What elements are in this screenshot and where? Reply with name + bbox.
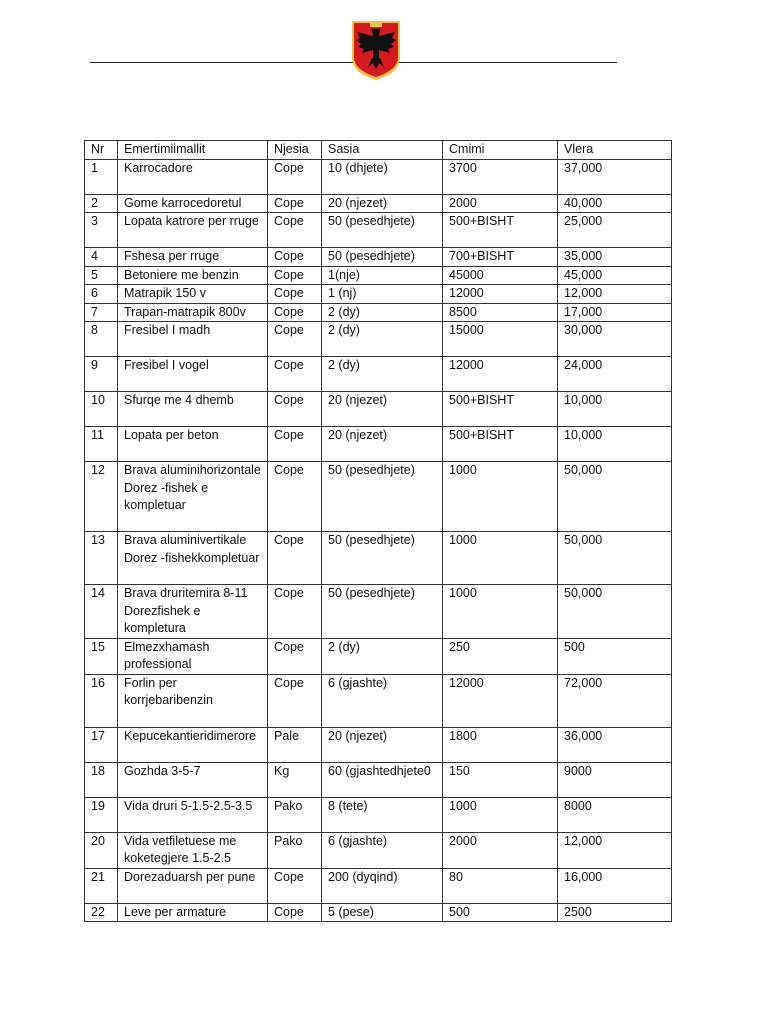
unit-cell: Pako (268, 832, 322, 868)
total-value-cell: 25,000 (558, 213, 672, 248)
table-row (85, 266, 672, 285)
row-number-cell: 17 (85, 727, 118, 762)
unit-price-cell: 500+BISHT (443, 213, 558, 248)
quantity-cell: 1(nje) (322, 266, 443, 285)
item-name-cell: Brava aluminivertikale Dorez -fishekkompletuar (118, 532, 268, 585)
item-name-cell: Elmezxhamash professional (118, 638, 268, 674)
item-name-cell: Betoniere me benzin (118, 266, 268, 285)
table-row (85, 392, 672, 427)
quantity-cell: 2 (dy) (322, 357, 443, 392)
item-name-cell: Fshesa per rruge (118, 248, 268, 267)
item-name-cell: Vida vetfiletuese me koketegjere 1.5-2.5 (118, 832, 268, 868)
table-header-row (85, 141, 672, 160)
table-row (85, 213, 672, 248)
total-value-cell: 10,000 (558, 427, 672, 462)
column-header-name: Emertimiimallit (118, 141, 268, 160)
unit-price-cell: 12000 (443, 357, 558, 392)
quantity-cell: 2 (dy) (322, 303, 443, 322)
unit-price-cell: 45000 (443, 266, 558, 285)
total-value-cell: 8000 (558, 797, 672, 832)
unit-cell: Pale (268, 727, 322, 762)
unit-price-cell: 80 (443, 868, 558, 903)
unit-cell: Cope (268, 303, 322, 322)
quantity-cell: 6 (gjashte) (322, 832, 443, 868)
row-number-cell: 10 (85, 392, 118, 427)
unit-price-cell: 12000 (443, 285, 558, 304)
row-number-cell: 1 (85, 159, 118, 194)
unit-cell: Cope (268, 638, 322, 674)
item-name-cell: Leve per armature (118, 903, 268, 922)
total-value-cell: 50,000 (558, 462, 672, 532)
item-name-cell: Gome karrocedoretul (118, 194, 268, 213)
total-value-cell: 17,000 (558, 303, 672, 322)
unit-cell: Cope (268, 266, 322, 285)
unit-price-cell: 500 (443, 903, 558, 922)
row-number-cell: 8 (85, 322, 118, 357)
total-value-cell: 37,000 (558, 159, 672, 194)
total-value-cell: 500 (558, 638, 672, 674)
total-value-cell: 50,000 (558, 585, 672, 639)
item-name-cell: Karrocadore (118, 159, 268, 194)
total-value-cell: 30,000 (558, 322, 672, 357)
unit-price-cell: 500+BISHT (443, 427, 558, 462)
unit-price-cell: 1000 (443, 797, 558, 832)
item-name-cell: Kepucekantieridimerore (118, 727, 268, 762)
item-name-cell: Brava druritemira 8-11 Dorezfishek e kompletura (118, 585, 268, 639)
unit-cell: Cope (268, 674, 322, 727)
total-value-cell: 50,000 (558, 532, 672, 585)
quantity-cell: 20 (njezet) (322, 194, 443, 213)
unit-cell: Cope (268, 427, 322, 462)
unit-price-cell: 1000 (443, 462, 558, 532)
items-table (84, 140, 672, 922)
item-name-cell: Gozhda 3-5-7 (118, 762, 268, 797)
unit-cell: Cope (268, 462, 322, 532)
column-header-quantity: Sasia (322, 141, 443, 160)
unit-cell: Cope (268, 868, 322, 903)
column-header-price: Cmimi (443, 141, 558, 160)
column-header-value: Vlera (558, 141, 672, 160)
table-row (85, 357, 672, 392)
unit-cell: Cope (268, 585, 322, 639)
table-row (85, 832, 672, 868)
unit-price-cell: 15000 (443, 322, 558, 357)
quantity-cell: 50 (pesedhjete) (322, 213, 443, 248)
total-value-cell: 12,000 (558, 285, 672, 304)
unit-cell: Cope (268, 392, 322, 427)
unit-cell: Kg (268, 762, 322, 797)
row-number-cell: 9 (85, 357, 118, 392)
table-row (85, 159, 672, 194)
total-value-cell: 40,000 (558, 194, 672, 213)
table-row (85, 532, 672, 585)
row-number-cell: 16 (85, 674, 118, 727)
row-number-cell: 5 (85, 266, 118, 285)
quantity-cell: 50 (pesedhjete) (322, 462, 443, 532)
total-value-cell: 24,000 (558, 357, 672, 392)
row-number-cell: 22 (85, 903, 118, 922)
row-number-cell: 18 (85, 762, 118, 797)
total-value-cell: 16,000 (558, 868, 672, 903)
quantity-cell: 50 (pesedhjete) (322, 532, 443, 585)
item-name-cell: Matrapik 150 v (118, 285, 268, 304)
total-value-cell: 10,000 (558, 392, 672, 427)
unit-price-cell: 1000 (443, 585, 558, 639)
table-row (85, 797, 672, 832)
row-number-cell: 21 (85, 868, 118, 903)
row-number-cell: 2 (85, 194, 118, 213)
table-row (85, 248, 672, 267)
column-header-unit: Njesia (268, 141, 322, 160)
unit-cell: Cope (268, 322, 322, 357)
item-name-cell: Brava aluminihorizontale Dorez -fishek e kompletuar (118, 462, 268, 532)
unit-price-cell: 2000 (443, 832, 558, 868)
unit-cell: Cope (268, 532, 322, 585)
total-value-cell: 2500 (558, 903, 672, 922)
unit-cell: Cope (268, 248, 322, 267)
unit-price-cell: 700+BISHT (443, 248, 558, 267)
table-row (85, 303, 672, 322)
unit-price-cell: 12000 (443, 674, 558, 727)
quantity-cell: 6 (gjashte) (322, 674, 443, 727)
row-number-cell: 15 (85, 638, 118, 674)
table-row (85, 285, 672, 304)
total-value-cell: 72,000 (558, 674, 672, 727)
total-value-cell: 12,000 (558, 832, 672, 868)
unit-price-cell: 3700 (443, 159, 558, 194)
row-number-cell: 7 (85, 303, 118, 322)
quantity-cell: 200 (dyqind) (322, 868, 443, 903)
unit-price-cell: 1800 (443, 727, 558, 762)
quantity-cell: 60 (gjashtedhjete0 (322, 762, 443, 797)
total-value-cell: 35,000 (558, 248, 672, 267)
table-row (85, 585, 672, 639)
row-number-cell: 12 (85, 462, 118, 532)
table-row (85, 194, 672, 213)
item-name-cell: Lopata katrore per rruge (118, 213, 268, 248)
item-name-cell: Trapan-matrapik 800v (118, 303, 268, 322)
item-name-cell: Fresibel I madh (118, 322, 268, 357)
item-name-cell: Vida druri 5-1.5-2.5-3.5 (118, 797, 268, 832)
quantity-cell: 1 (nj) (322, 285, 443, 304)
quantity-cell: 50 (pesedhjete) (322, 585, 443, 639)
row-number-cell: 14 (85, 585, 118, 639)
unit-price-cell: 2000 (443, 194, 558, 213)
table-row (85, 903, 672, 922)
unit-price-cell: 500+BISHT (443, 392, 558, 427)
item-name-cell: Dorezaduarsh per pune (118, 868, 268, 903)
table-row (85, 674, 672, 727)
quantity-cell: 8 (tete) (322, 797, 443, 832)
unit-cell: Cope (268, 194, 322, 213)
unit-price-cell: 150 (443, 762, 558, 797)
unit-cell: Cope (268, 213, 322, 248)
unit-cell: Pako (268, 797, 322, 832)
row-number-cell: 19 (85, 797, 118, 832)
quantity-cell: 2 (dy) (322, 638, 443, 674)
column-header-nr: Nr (85, 141, 118, 160)
table-row (85, 727, 672, 762)
quantity-cell: 10 (dhjete) (322, 159, 443, 194)
table-row (85, 462, 672, 532)
unit-cell: Cope (268, 159, 322, 194)
item-name-cell: Forlin per korrjebaribenzin (118, 674, 268, 727)
item-name-cell: Lopata per beton (118, 427, 268, 462)
unit-cell: Cope (268, 903, 322, 922)
unit-price-cell: 250 (443, 638, 558, 674)
row-number-cell: 13 (85, 532, 118, 585)
unit-price-cell: 8500 (443, 303, 558, 322)
unit-cell: Cope (268, 285, 322, 304)
quantity-cell: 5 (pese) (322, 903, 443, 922)
row-number-cell: 20 (85, 832, 118, 868)
table-row (85, 638, 672, 674)
row-number-cell: 4 (85, 248, 118, 267)
table-row (85, 322, 672, 357)
albanian-coat-of-arms-icon (349, 18, 403, 82)
table-row (85, 427, 672, 462)
unit-cell: Cope (268, 357, 322, 392)
item-name-cell: Fresibel I vogel (118, 357, 268, 392)
quantity-cell: 20 (njezet) (322, 392, 443, 427)
quantity-cell: 20 (njezet) (322, 727, 443, 762)
table-row (85, 762, 672, 797)
row-number-cell: 6 (85, 285, 118, 304)
row-number-cell: 11 (85, 427, 118, 462)
total-value-cell: 45,000 (558, 266, 672, 285)
total-value-cell: 36,000 (558, 727, 672, 762)
item-name-cell: Sfurqe me 4 dhemb (118, 392, 268, 427)
total-value-cell: 9000 (558, 762, 672, 797)
quantity-cell: 2 (dy) (322, 322, 443, 357)
quantity-cell: 20 (njezet) (322, 427, 443, 462)
quantity-cell: 50 (pesedhjete) (322, 248, 443, 267)
row-number-cell: 3 (85, 213, 118, 248)
unit-price-cell: 1000 (443, 532, 558, 585)
table-row (85, 868, 672, 903)
